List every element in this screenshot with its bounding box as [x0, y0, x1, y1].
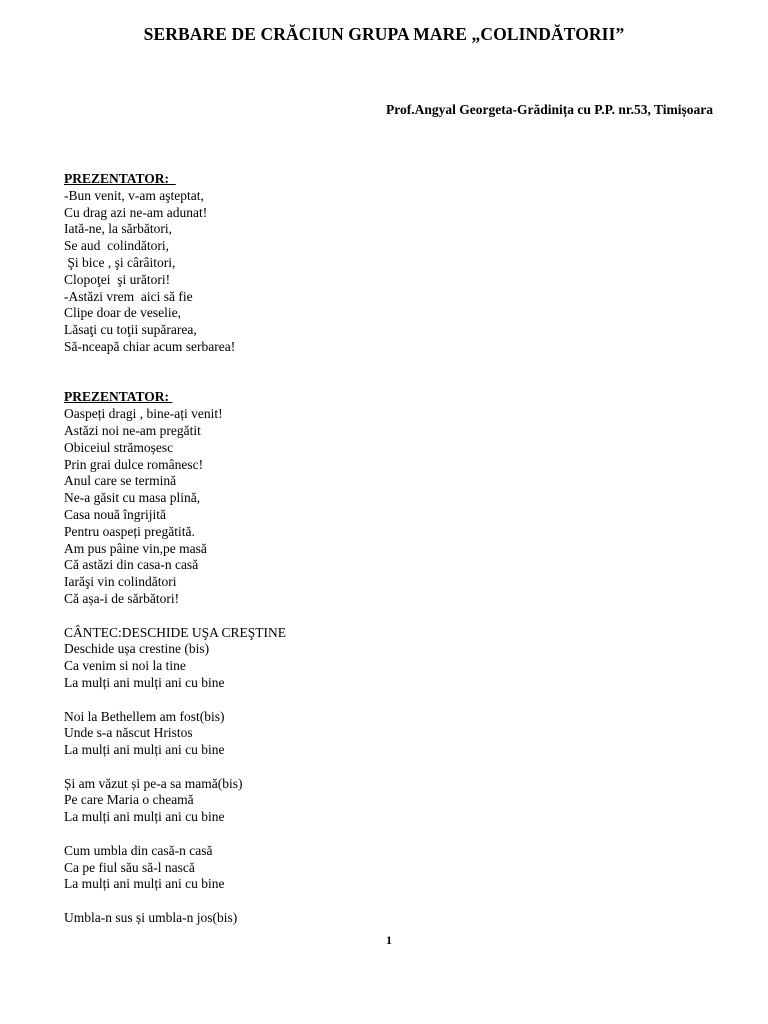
verse-line: Oaspeți dragi , bine-ați venit! [64, 406, 223, 422]
verse-line: Clipe doar de veselie, [64, 305, 181, 321]
song-heading: CÂNTEC:DESCHIDE UŞA CREŞTINE [64, 624, 287, 640]
song-line: Cum umbla din casă-n casă [64, 842, 213, 858]
verse-line: Anul care se termină [64, 473, 177, 489]
verse-line: Şi bice , şi cârâitori, [64, 254, 176, 270]
verse-line: Iată-ne, la sărbători, [64, 221, 172, 237]
document-body [64, 171, 724, 927]
song-line: La mulți ani mulți ani cu bine [64, 876, 225, 892]
verse-line: Clopoţei şi urători! [64, 271, 171, 287]
song-line: Umbla-n sus și umbla-n jos(bis) [64, 910, 238, 926]
song-line: Noi la Bethellem am fost(bis) [64, 708, 225, 724]
verse-line: Că astăzi din casa-n casă [64, 557, 199, 573]
song-line: Și am văzut și pe-a sa mamă(bis) [64, 775, 243, 791]
song-line: Deschide ușa crestine (bis) [64, 641, 210, 657]
page-number: 1 [386, 933, 392, 947]
section-heading-presenter-1: PREZENTATOR: [64, 171, 176, 186]
verse-line: Se aud colindători, [64, 238, 169, 254]
song-line: Pe care Maria o cheamă [64, 792, 194, 808]
spacer [64, 759, 724, 776]
verse-line: Ne-a găsit cu masa plină, [64, 490, 201, 506]
verse-line: Am pus pâine vin,pe masă [64, 540, 207, 556]
verse-line: Obiceiul strămoșesc [64, 439, 174, 455]
spacer [64, 692, 724, 709]
document-title: SERBARE DE CRĂCIUN GRUPA MARE „COLINDĂTORII” [143, 24, 625, 44]
verse-line: Să-nceapă chiar acum serbarea! [64, 338, 236, 354]
song-line: Unde s-a născut Hristos [64, 725, 193, 741]
song-line: La mulți ani mulți ani cu bine [64, 674, 225, 690]
verse-line: Casa nouă îngrijită [64, 506, 166, 522]
verse-line: Astăzi noi ne-am pregătit [64, 422, 201, 438]
verse-line: Iarăşi vin colindători [64, 574, 177, 590]
verse-line: Cu drag azi ne-am adunat! [64, 204, 208, 220]
song-line: Ca venim si noi la tine [64, 658, 186, 674]
spacer [64, 893, 724, 910]
verse-line: -Astăzi vrem aici să fie [64, 288, 193, 304]
song-line: La mulți ani mulți ani cu bine [64, 809, 225, 825]
spacer [64, 356, 724, 390]
verse-line: Că așa-i de sărbători! [64, 590, 180, 606]
verse-line: Pentru oaspeți pregătită. [64, 523, 195, 539]
author-line: Prof.Angyal Georgeta-Grădinița cu P.P. nr.53, Timișoara [385, 102, 713, 117]
section-heading-presenter-2: PREZENTATOR: [64, 389, 173, 405]
spacer [64, 608, 724, 625]
spacer [64, 826, 724, 843]
verse-line: -Bun venit, v-am aşteptat, [64, 187, 204, 203]
verse-line: Lăsaţi cu toţii supărarea, [64, 322, 197, 338]
song-line: La mulți ani mulți ani cu bine [64, 742, 225, 758]
song-line: Ca pe fiul său să-l nască [64, 859, 195, 875]
verse-line: Prin grai dulce românesc! [64, 456, 204, 472]
